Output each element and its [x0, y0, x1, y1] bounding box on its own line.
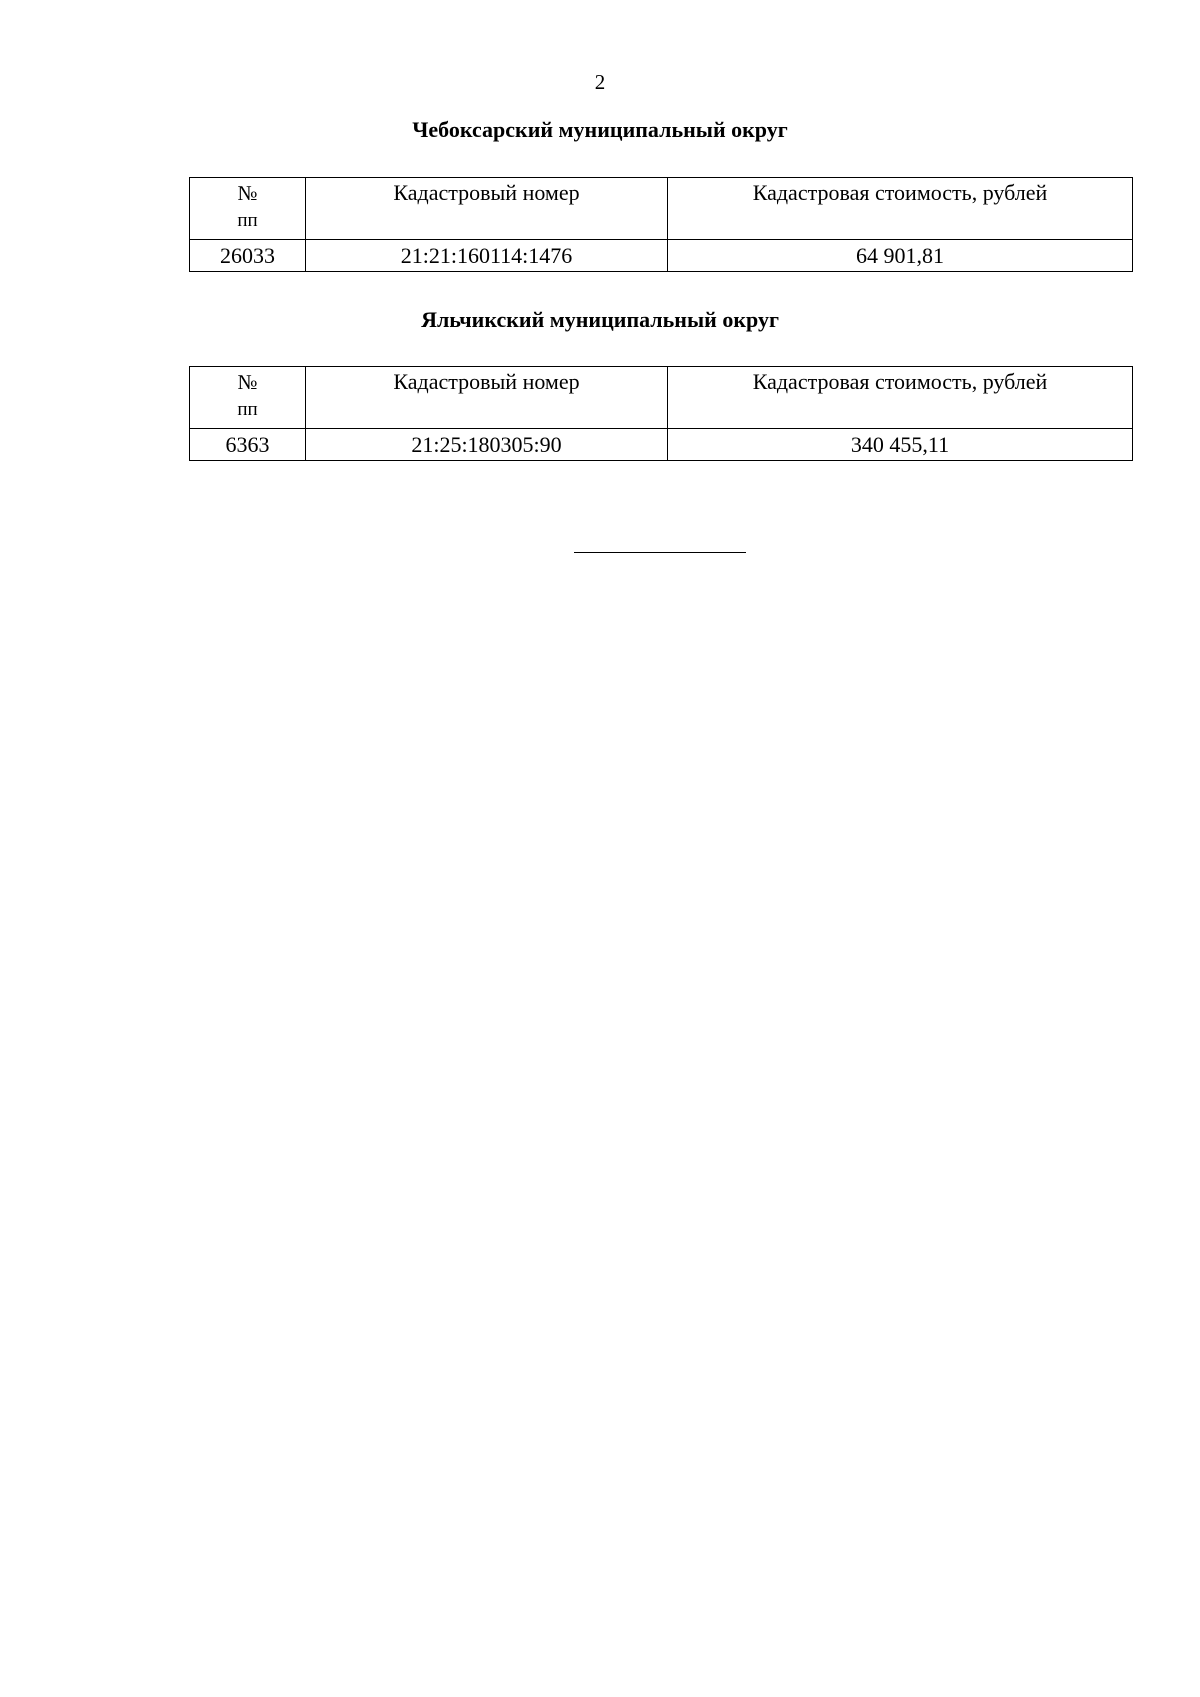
number-sign: №: [237, 181, 258, 205]
cell-number: 26033: [190, 240, 306, 272]
column-header-number: [190, 367, 306, 429]
cell-cadastral-number: 21:25:180305:90: [306, 429, 668, 461]
table-header-row: [190, 178, 1133, 240]
section-title-cheboksary: Чебоксарский муниципальный округ: [412, 117, 788, 142]
column-header-cadastral-number: Кадастровый номер: [306, 367, 668, 429]
section-title-yalchiki: Яльчикский муниципальный округ: [421, 307, 779, 332]
number-abbrev: пп: [237, 210, 258, 231]
cell-cadastral-value: 340 455,11: [668, 429, 1133, 461]
table-header-row: [190, 367, 1133, 429]
page-number: 2: [594, 70, 606, 94]
column-header-number: [190, 178, 306, 240]
number-abbrev: пп: [237, 399, 258, 420]
cell-cadastral-number: 21:21:160114:1476: [306, 240, 668, 272]
column-header-cadastral-value: Кадастровая стоимость, рублей: [668, 367, 1133, 429]
cell-cadastral-value: 64 901,81: [668, 240, 1133, 272]
table-row: [190, 429, 1133, 461]
end-of-document-line: [574, 552, 746, 553]
cadastre-table-cheboksary: [189, 177, 1133, 272]
table-row: [190, 240, 1133, 272]
cell-number: 6363: [190, 429, 306, 461]
cadastre-table-yalchiki: [189, 366, 1133, 461]
column-header-cadastral-number: Кадастровый номер: [306, 178, 668, 240]
column-header-cadastral-value: Кадастровая стоимость, рублей: [668, 178, 1133, 240]
number-sign: №: [237, 370, 258, 394]
